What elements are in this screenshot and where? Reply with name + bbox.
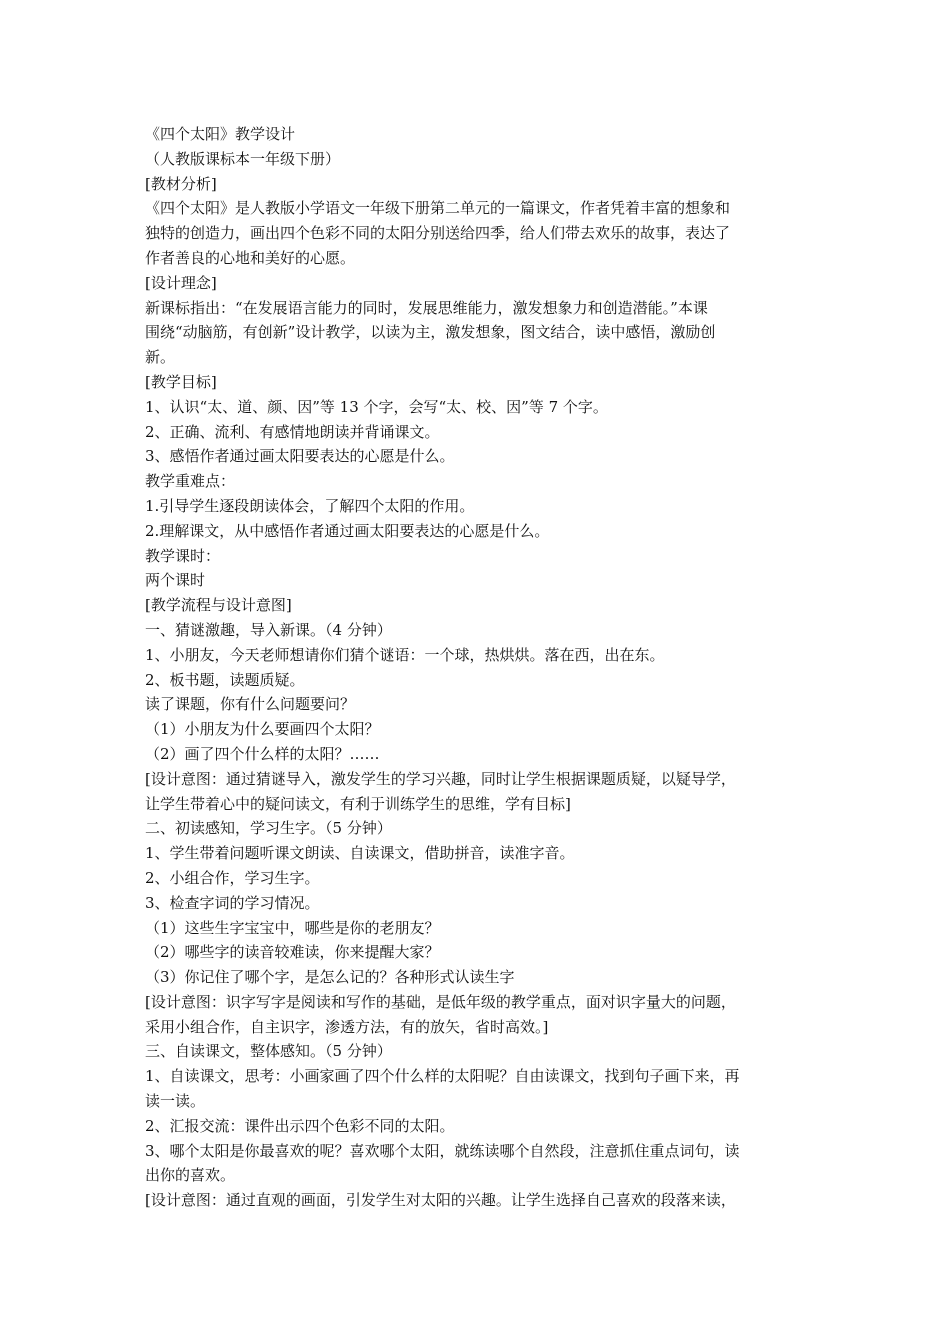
list-item: 2、正确、流利、有感情地朗读并背诵课文。 (145, 422, 440, 441)
section-heading: [教材分析] (145, 174, 217, 193)
design-intent-line: [设计意图：通过猜谜导入，激发学生的学习兴趣，同时让学生根据课题质疑，以疑导学， (145, 769, 736, 788)
list-item: 1、自读课文，思考：小画家画了四个什么样的太阳呢？自由读课文，找到句子画下来，再 (145, 1067, 740, 1086)
step-heading: 三、自读课文，整体感知。（5 分钟） (145, 1042, 392, 1061)
document-subtitle: （人教版课标本一年级下册） (145, 149, 341, 168)
paragraph-line: 围绕“动脑筋，有创新”设计教学，以读为主，激发想象，图文结合，读中感悟，激励创 (145, 323, 716, 342)
section-heading: 教学重难点： (145, 472, 236, 491)
list-item: 2.理解课文，从中感悟作者通过画太阳要表达的心愿是什么。 (145, 521, 550, 540)
section-heading: 教学课时： (145, 546, 221, 565)
list-item: 1、学生带着问题听课文朗读、自读课文，借助拼音，读准字音。 (145, 844, 575, 863)
list-item: 1、小朋友，今天老师想请你们猜个谜语：一个球，热烘烘。落在西，出在东。 (145, 645, 665, 664)
paragraph-line: 新课标指出：“在发展语言能力的同时，发展思维能力，激发想象力和创造潜能。”本课 (145, 298, 708, 317)
paragraph-line: 读了课题，你有什么问题要问？ (145, 695, 356, 714)
list-item: （3）你记住了哪个字，是怎么记的？各种形式认读生字 (145, 968, 515, 987)
document-title: 《四个太阳》教学设计 (145, 125, 296, 143)
list-item: （1）小朋友为什么要画四个太阳？ (145, 720, 380, 739)
design-intent-line: [设计意图：识字写字是阅读和写作的基础，是低年级的教学重点，面对识字量大的问题， (145, 992, 736, 1011)
list-item: 读一读。 (145, 1092, 206, 1111)
list-item: （2）哪些字的读音较难读，你来提醒大家？ (145, 943, 440, 962)
list-item: 2、小组合作，学习生字。 (145, 868, 320, 887)
paragraph-line: 新。 (145, 348, 176, 367)
design-intent-line: 让学生带着心中的疑问读文，有利于训练学生的思维，学有目标] (145, 794, 571, 813)
list-item: 2、板书题，读题质疑。 (145, 670, 305, 689)
design-intent-line: 采用小组合作，自主识字，渗透方法，有的放矢，省时高效。] (145, 1017, 549, 1036)
section-heading: [教学目标] (145, 372, 217, 391)
list-item: 3、感悟作者通过画太阳要表达的心愿是什么。 (145, 447, 455, 466)
list-item: 1、认识“太、道、颜、因”等 13 个字，会写“太、校、因”等 7 个字。 (145, 397, 608, 416)
document-body (145, 122, 817, 1213)
paragraph-line: 作者善良的心地和美好的心愿。 (145, 248, 356, 267)
list-item: 3、哪个太阳是你最喜欢的呢？喜欢哪个太阳，就练读哪个自然段，注意抓住重点词句，读 (145, 1141, 740, 1160)
paragraph-line: 独特的创造力，画出四个色彩不同的太阳分别送给四季，给人们带去欢乐的故事，表达了 (145, 224, 731, 243)
section-heading: [设计理念] (145, 273, 217, 292)
list-item: 3、检查字词的学习情况。 (145, 893, 320, 912)
step-heading: 一、猜谜激趣，导入新课。（4 分钟） (145, 620, 392, 639)
paragraph-line: 《四个太阳》是人教版小学语文一年级下册第二单元的一篇课文，作者凭着丰富的想象和 (145, 199, 731, 218)
list-item: 2、汇报交流：课件出示四个色彩不同的太阳。 (145, 1116, 455, 1135)
list-item: 出你的喜欢。 (145, 1166, 236, 1185)
section-heading: [教学流程与设计意图] (145, 596, 292, 615)
list-item: （1）这些生字宝宝中，哪些是你的老朋友？ (145, 918, 440, 937)
list-item: （2）画了四个什么样的太阳？…… (145, 744, 380, 763)
design-intent-line: [设计意图：通过直观的画面，引发学生对太阳的兴趣。让学生选择自己喜欢的段落来读， (145, 1191, 736, 1210)
paragraph-line: 两个课时 (145, 571, 206, 590)
step-heading: 二、初读感知，学习生字。（5 分钟） (145, 819, 392, 838)
list-item: 1.引导学生逐段朗读体会，了解四个太阳的作用。 (145, 496, 475, 515)
